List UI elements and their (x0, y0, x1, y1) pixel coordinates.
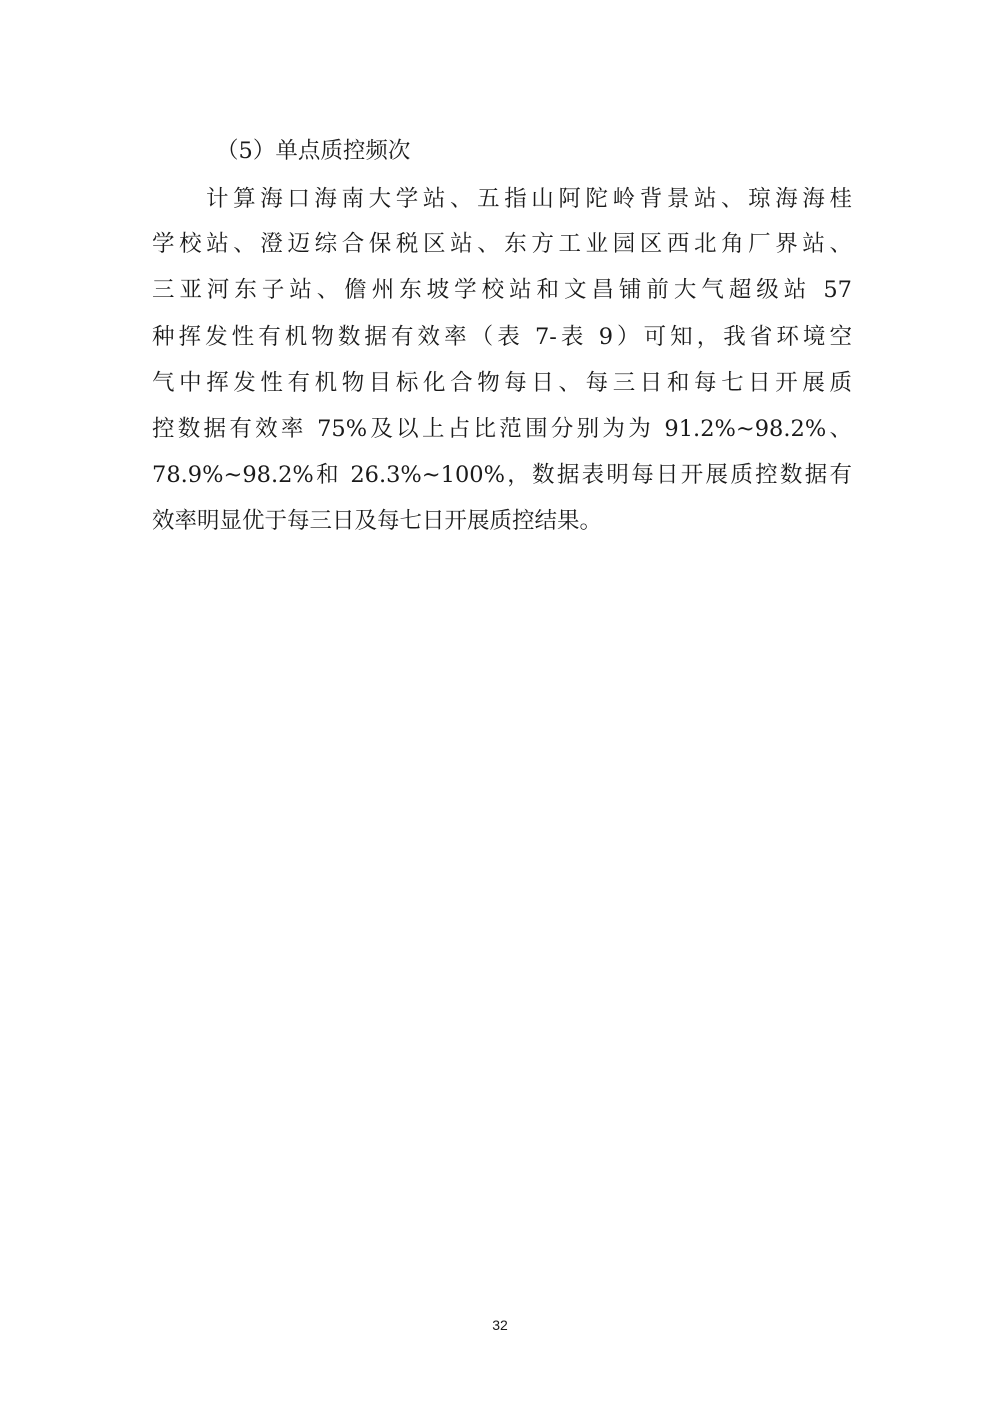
page-number: 32 (492, 1317, 508, 1333)
paragraph-line: 78.9%~98.2%和 26.3%~100%，数据表明每日开展质控数据有 (152, 462, 852, 488)
paragraph-line: 学校站、澄迈综合保税区站、东方工业园区西北角厂界站、 (152, 231, 852, 257)
paragraph-line: 三亚河东子站、儋州东坡学校站和文昌铺前大气超级站 57 (152, 277, 852, 303)
paragraph-line: 效率明显优于每三日及每七日开展质控结果。 (152, 508, 603, 534)
paragraph-line: 控数据有效率 75%及以上占比范围分别为为 91.2%~98.2%、 (152, 416, 852, 442)
paragraph-line: 气中挥发性有机物目标化合物每日、每三日和每七日开展质 (152, 370, 852, 396)
paragraph-line: 计算海口海南大学站、五指山阿陀岭背景站、琼海海桂 (206, 186, 852, 212)
paragraph-line: 种挥发性有机物数据有效率（表 7-表 9）可知，我省环境空 (152, 324, 852, 350)
section-heading: （5）单点质控频次 (216, 138, 411, 164)
